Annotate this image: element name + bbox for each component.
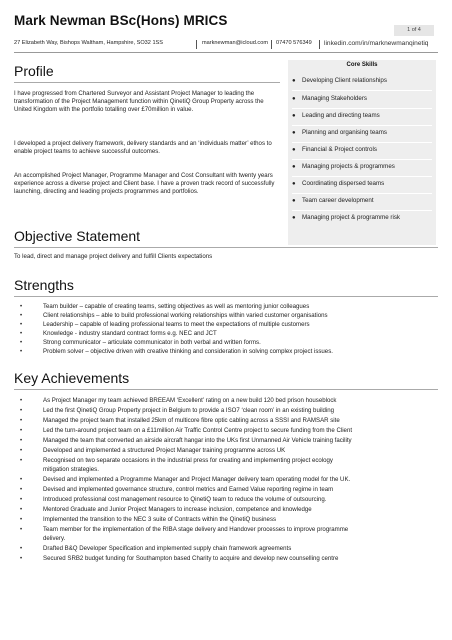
email-link[interactable]: marknewman@icloud.com — [202, 40, 268, 46]
strengths-heading: Strengths — [14, 277, 74, 293]
bullet-icon: • — [20, 497, 23, 503]
skill-divider — [292, 125, 432, 126]
core-skills-title: Core Skills — [346, 62, 378, 68]
skill-item: ● Coordinating dispersed teams — [292, 180, 385, 187]
profile-paragraph: I have progressed from Chartered Surveyor and Assistant Project Manager to leading the transformation of the Project Management function within QinetiQ Group Property across the United Kingdom with the portfolio totalling over £70million in value. — [14, 90, 264, 114]
contact-divider — [196, 40, 197, 49]
bullet-icon: ● — [292, 181, 296, 187]
profile-heading: Profile — [14, 63, 54, 79]
bullet-icon: ● — [292, 113, 296, 119]
address: 27 Elizabeth Way, Bishops Waltham, Hampshire, SO32 1SS — [14, 40, 164, 46]
bullet-icon: • — [20, 477, 23, 483]
skill-divider — [292, 90, 432, 91]
skill-item: ● Managing project & programme risk — [292, 214, 401, 221]
bullet-icon: • — [20, 438, 23, 444]
bullet-icon: • — [20, 458, 23, 464]
bullet-icon: • — [20, 398, 23, 404]
contact-divider — [319, 40, 320, 49]
skill-item: ● Team career development — [292, 197, 374, 204]
section-rule — [14, 389, 438, 390]
bullet-icon: ● — [292, 164, 296, 170]
bullet-icon: • — [20, 527, 23, 533]
achievements-heading: Key Achievements — [14, 370, 130, 386]
section-rule — [14, 82, 280, 83]
bullet-icon: • — [20, 331, 23, 337]
bullet-icon: • — [20, 448, 23, 454]
bullet-icon: • — [20, 322, 23, 328]
skill-divider — [292, 159, 432, 160]
bullet-icon: ● — [292, 130, 296, 136]
bullet-icon: • — [20, 428, 23, 434]
bullet-icon: • — [20, 418, 23, 424]
bullet-icon: • — [20, 304, 23, 310]
bullet-icon: ● — [292, 96, 296, 102]
linkedin-link[interactable]: linkedin.com/in/marknewmanqinetiq — [324, 40, 429, 47]
skill-item: ● Planning and organising teams — [292, 129, 387, 136]
skill-divider — [292, 193, 432, 194]
page-number-badge: 1 of 4 — [394, 25, 434, 36]
bullet-icon: • — [20, 313, 23, 319]
skill-divider — [292, 210, 432, 211]
bullet-icon: ● — [292, 198, 296, 204]
bullet-icon: ● — [292, 215, 296, 221]
bullet-icon: • — [20, 517, 23, 523]
profile-paragraph: I developed a project delivery framework, delivery standards and an ‘individuals matter’ ethos to enable project teams to achieve successful outcomes. — [14, 140, 272, 156]
skill-divider — [292, 108, 432, 109]
skill-item: ● Managing Stakeholders — [292, 95, 368, 102]
skill-item: ● Managing projects & programmes — [292, 163, 395, 170]
bullet-icon: • — [20, 340, 23, 346]
bullet-icon: • — [20, 408, 23, 414]
bullet-icon: • — [20, 546, 23, 552]
header-rule — [14, 52, 438, 53]
skill-item: ● Developing Client relationships — [292, 77, 387, 84]
contact-divider — [271, 40, 272, 49]
bullet-icon: • — [20, 349, 23, 355]
bullet-icon: • — [20, 556, 23, 562]
bullet-icon: ● — [292, 78, 296, 84]
contact-line — [14, 40, 438, 50]
skill-item: ● Financial & Project controls — [292, 146, 377, 153]
objective-heading: Objective Statement — [14, 228, 141, 244]
skill-item: ● Leading and directing teams — [292, 112, 380, 119]
phone-number: 07470 576349 — [276, 40, 312, 46]
objective-text: To lead, direct and manage project delivery and fulfill Clients expectations — [14, 253, 213, 260]
bullet-icon: • — [20, 487, 23, 493]
profile-paragraph: An accomplished Project Manager, Programme Manager and Cost Consultant with twenty years experience across a diverse project and Client base. I have a proven track record of successfully launching, directing and leading projects programmes and portfolios. — [14, 172, 275, 196]
skill-divider — [292, 142, 432, 143]
bullet-icon: ● — [292, 147, 296, 153]
bullet-icon: • — [20, 507, 23, 513]
section-rule — [14, 247, 438, 248]
section-rule — [14, 296, 438, 297]
skill-divider — [292, 176, 432, 177]
candidate-name: Mark Newman BSc(Hons) MRICS — [14, 13, 228, 28]
